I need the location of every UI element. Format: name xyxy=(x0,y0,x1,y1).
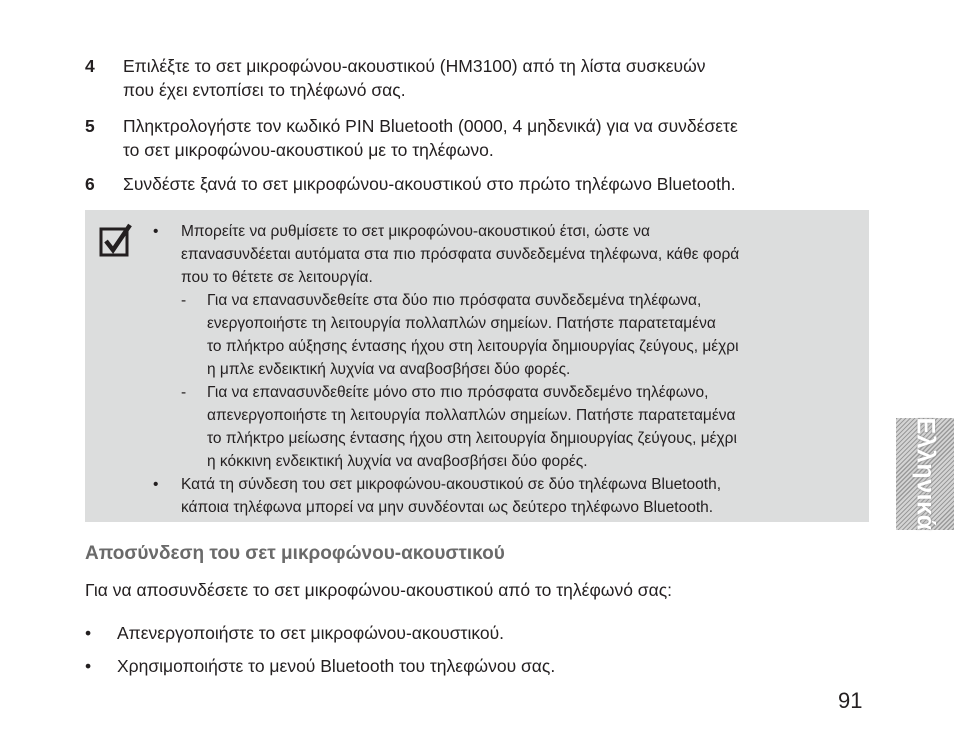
language-tab-label: Ελληνικά xyxy=(911,417,940,531)
step-line: Πληκτρολογήστε τον κωδικό PIN Bluetooth (0000, 4 μηδενικά) για να συνδέσετε xyxy=(123,116,738,136)
note-line: το πλήκτρο αύξησης έντασης ήχου στη λειτουργία δημιουργίας ζεύγους, μέχρι xyxy=(207,338,739,355)
bullet-symbol: • xyxy=(85,623,92,643)
note-list xyxy=(153,220,853,519)
checkbox-note-icon xyxy=(99,223,133,257)
step-line: που έχει εντοπίσει το τηλέφωνό σας. xyxy=(123,80,406,100)
note-line: επανασυνδέεται αυτόματα στα πιο πρόσφατα συνδεδεμένα τηλέφωνα, κάθε φορά xyxy=(181,246,740,263)
note-line: Μπορείτε να ρυθμίσετε το σετ μικροφώνου-ακουστικού έτσι, ώστε να xyxy=(181,223,650,240)
note-line: κάποια τηλέφωνα μπορεί να μην συνδέονται ως δεύτερο τηλέφωνο Bluetooth. xyxy=(181,499,714,516)
note-line: Για να επανασυνδεθείτε στα δύο πιο πρόσφατα συνδεδεμένα τηλέφωνα, xyxy=(207,292,702,309)
step-4 xyxy=(85,54,875,102)
section-heading: Αποσύνδεση του σετ μικροφώνου-ακουστικού xyxy=(85,543,505,564)
step-line: το σετ μικροφώνου-ακουστικού με το τηλέφωνο. xyxy=(123,140,494,160)
step-number: 5 xyxy=(85,116,95,136)
note-line: η κόκκινη ενδεικτική λυχνία να αναβοσβήσει δύο φορές. xyxy=(207,453,588,470)
section-intro: Για να αποσυνδέσετε το σετ μικροφώνου-ακουστικού από το τηλέφωνό σας: xyxy=(85,580,673,600)
note-line: που το θέτετε σε λειτουργία. xyxy=(181,269,373,286)
dash-symbol: - xyxy=(181,384,187,401)
note-line: Για να επανασυνδεθείτε μόνο στο πιο πρόσφατα συνδεδεμένο τηλέφωνο, xyxy=(207,384,709,401)
step-5 xyxy=(85,114,875,162)
step-line: Επιλέξτε το σετ μικροφώνου-ακουστικού (HM3100) από τη λίστα συσκευών xyxy=(123,56,706,76)
language-tab xyxy=(896,418,954,530)
list-item-text: Χρησιμοποιήστε το μενού Bluetooth του τηλεφώνου σας. xyxy=(117,656,556,676)
step-text xyxy=(123,114,875,162)
step-number: 6 xyxy=(85,174,95,194)
bullet-symbol: • xyxy=(153,476,159,493)
note-box xyxy=(85,210,869,522)
step-number: 4 xyxy=(85,56,95,76)
note-line: ενεργοποιήστε τη λειτουργία πολλαπλών σημείων. Πατήστε παρατεταμένα xyxy=(207,315,716,332)
step-text xyxy=(123,54,875,102)
page-number: 91 xyxy=(838,688,863,713)
bullet-symbol: • xyxy=(153,223,159,240)
note-line: η μπλε ενδεικτική λυχνία να αναβοσβήσει δύο φορές. xyxy=(207,361,571,378)
list-item-text: Απενεργοποιήστε το σετ μικροφώνου-ακουστικού. xyxy=(117,623,505,643)
list-item xyxy=(85,621,504,645)
note-line: Κατά τη σύνδεση του σετ μικροφώνου-ακουστικού σε δύο τηλέφωνα Bluetooth, xyxy=(181,476,721,493)
list-item xyxy=(85,654,555,678)
note-line: απενεργοποιήστε τη λειτουργία πολλαπλών σημείων. Πατήστε παρατεταμένα xyxy=(207,407,736,424)
note-sub-item xyxy=(153,289,853,381)
note-bullet xyxy=(153,473,853,519)
note-bullet xyxy=(153,220,853,289)
step-6 xyxy=(85,172,875,196)
note-sub-item xyxy=(153,381,853,473)
step-text xyxy=(123,172,875,196)
note-line: το πλήκτρο μείωσης έντασης ήχου στη λειτουργία δημιουργίας ζεύγους, μέχρι xyxy=(207,430,737,447)
dash-symbol: - xyxy=(181,292,187,309)
bullet-symbol: • xyxy=(85,656,92,676)
step-line: Συνδέστε ξανά το σετ μικροφώνου-ακουστικού στο πρώτο τηλέφωνο Bluetooth. xyxy=(123,174,736,194)
